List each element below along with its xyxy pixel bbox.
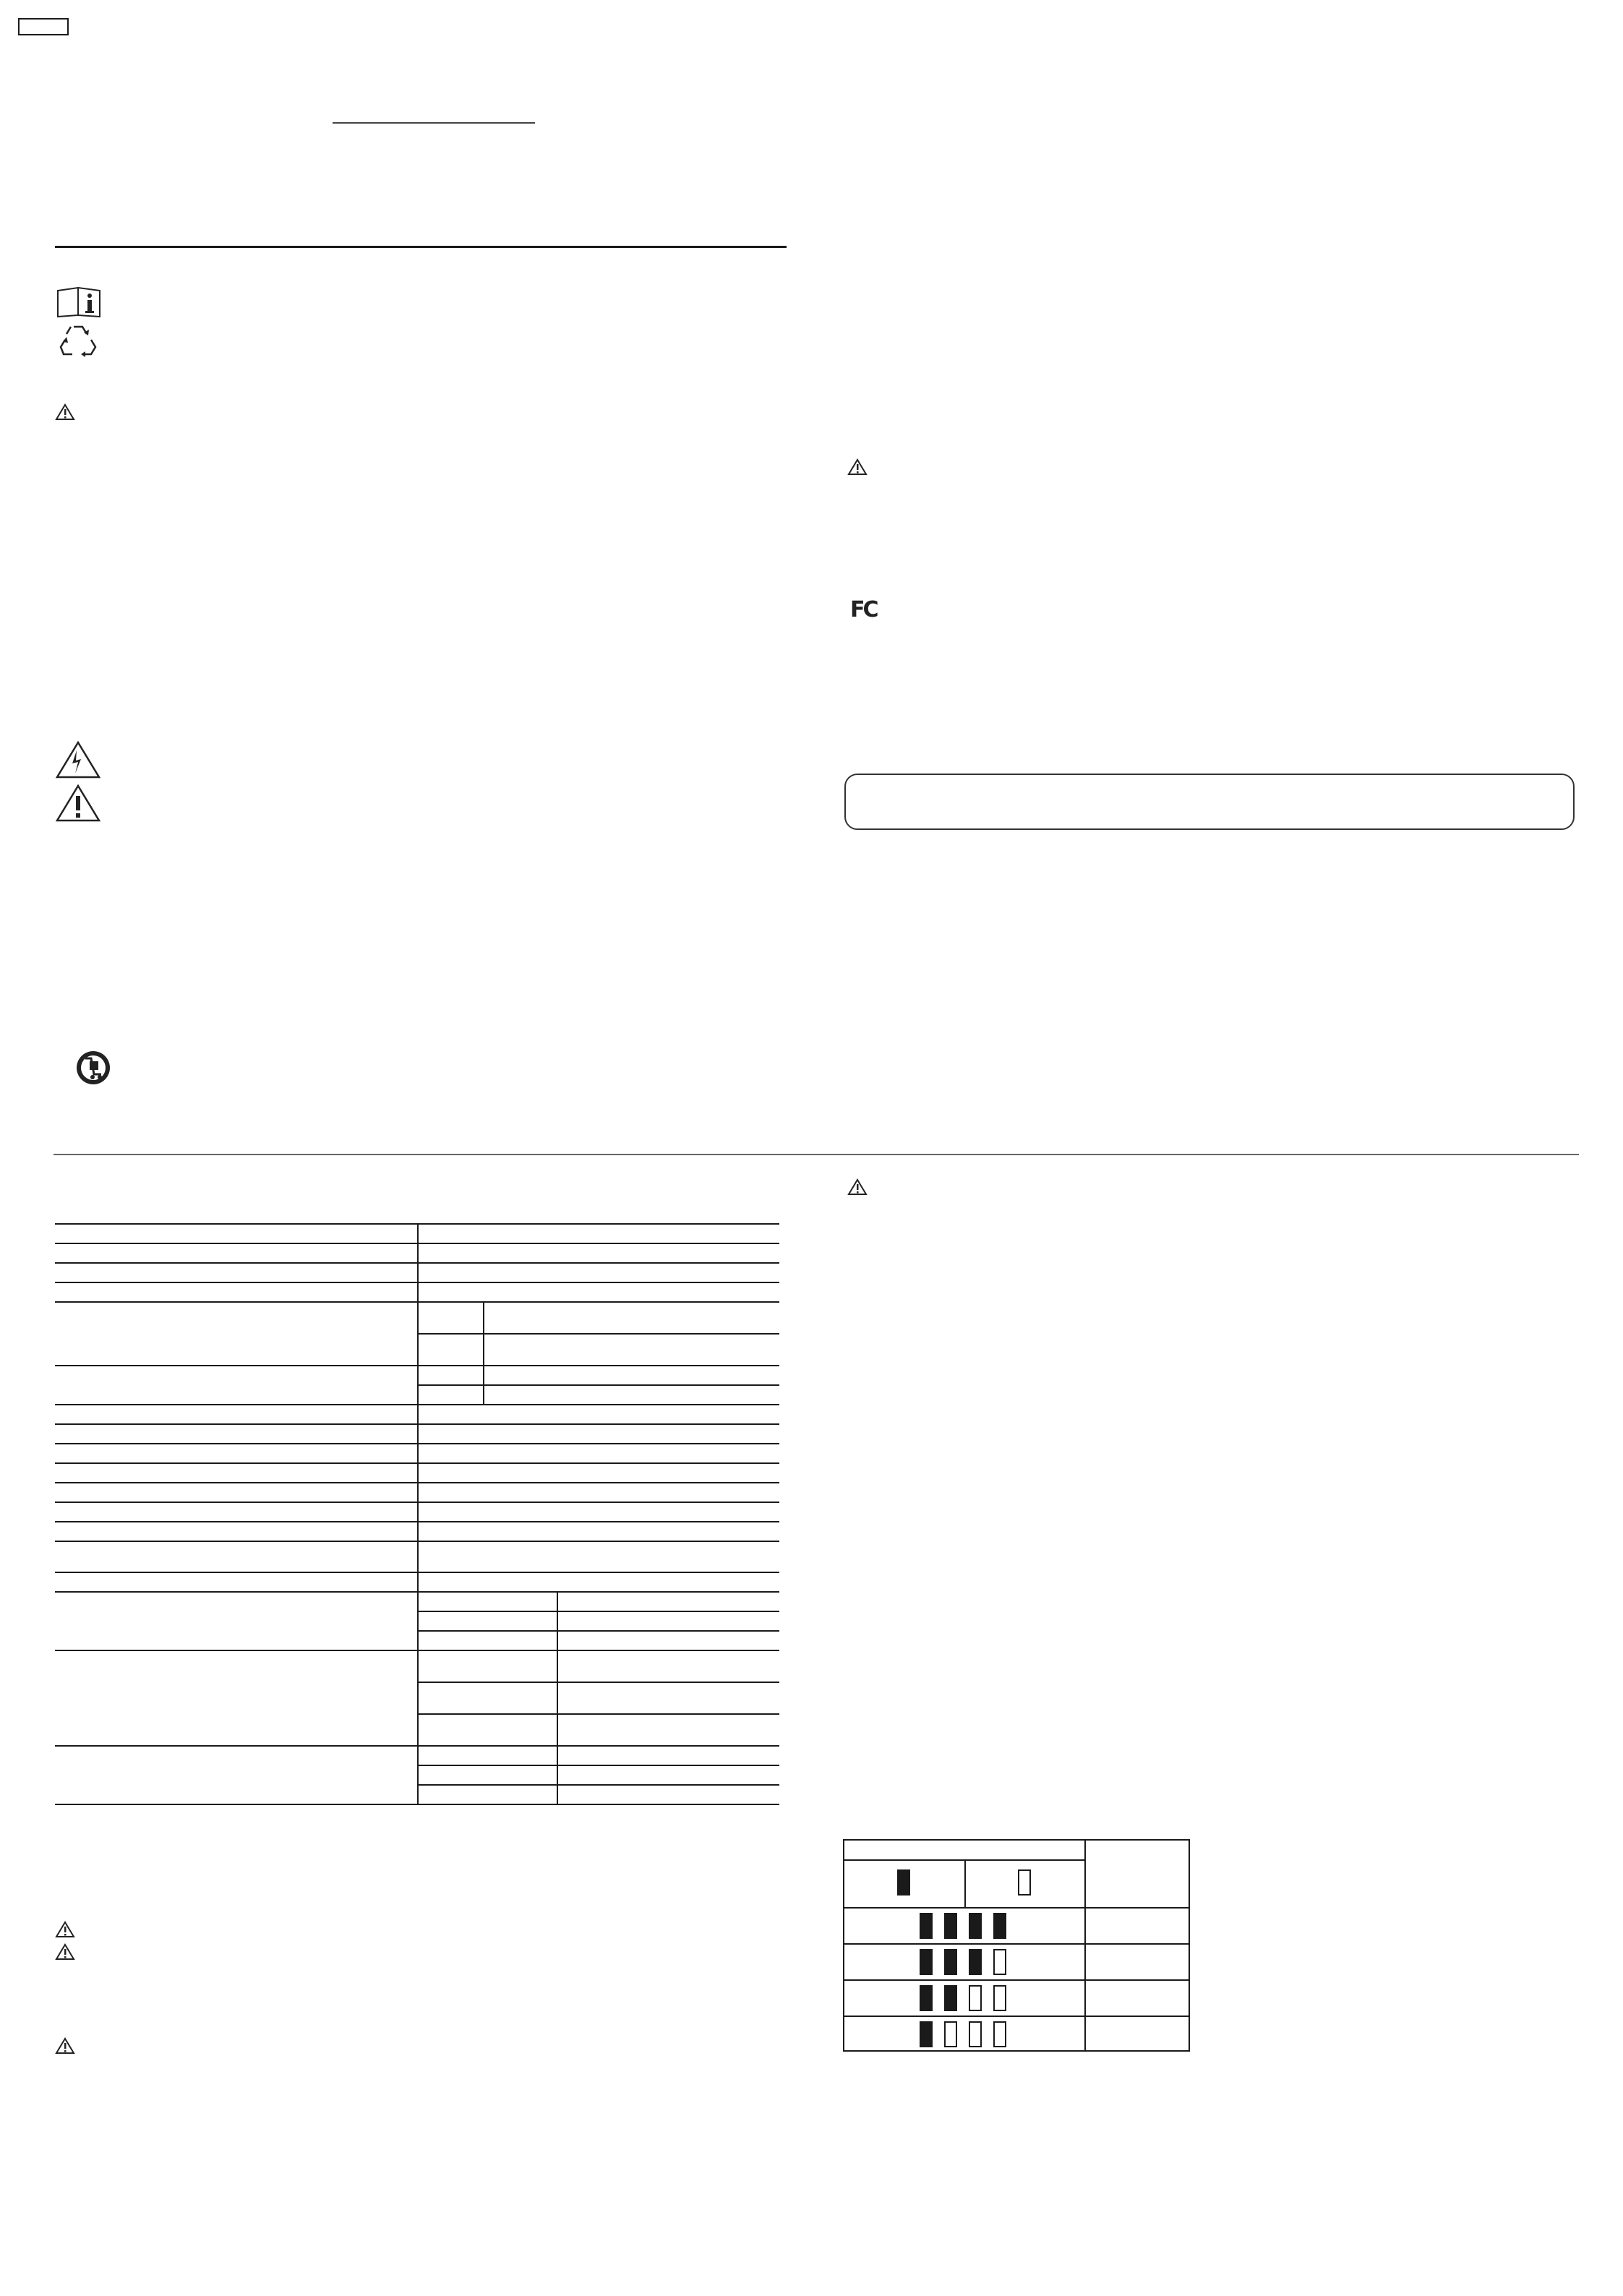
battery-segment-on bbox=[920, 1985, 933, 2011]
read-manual-icon bbox=[56, 286, 101, 318]
battery-segment-on bbox=[944, 1913, 957, 1939]
battery-segment-off bbox=[993, 1949, 1006, 1975]
table-row bbox=[418, 1713, 779, 1715]
battery-table-frame bbox=[843, 1839, 1190, 2052]
warning-triangle-icon bbox=[847, 458, 868, 476]
table-row bbox=[418, 1630, 779, 1632]
warning-triangle-icon bbox=[55, 2037, 75, 2055]
battery-segment-on bbox=[920, 1949, 933, 1975]
battery-segment-on bbox=[969, 1913, 982, 1939]
legend-segment-off bbox=[1018, 1869, 1031, 1896]
battery-segment-on bbox=[993, 1913, 1006, 1939]
table-row bbox=[843, 1907, 1190, 1909]
table-column-divider bbox=[964, 1859, 966, 1907]
electric-shock-warning-icon bbox=[55, 740, 101, 779]
table-row bbox=[418, 1384, 779, 1386]
battery-level-label bbox=[0, 0, 1, 1]
exclamation-warning-icon bbox=[55, 784, 101, 823]
section-divider-middle bbox=[53, 1154, 1579, 1155]
table-row bbox=[843, 1979, 1190, 1981]
warning-triangle-icon bbox=[55, 403, 75, 421]
battery-segment-on bbox=[920, 2021, 933, 2047]
battery-segment-off bbox=[993, 1985, 1006, 2011]
battery-level-label bbox=[0, 0, 1, 1]
warning-triangle-icon bbox=[55, 1943, 75, 1961]
table-column-divider bbox=[1084, 1839, 1086, 2052]
header-underline bbox=[333, 122, 535, 124]
table-row bbox=[418, 1611, 779, 1612]
language-tab bbox=[18, 18, 69, 35]
battery-segment-off bbox=[944, 2021, 957, 2047]
battery-level-label bbox=[0, 0, 1, 1]
battery-segment-on bbox=[920, 1913, 933, 1939]
battery-segment-off bbox=[969, 2021, 982, 2047]
battery-segment-on bbox=[969, 1949, 982, 1975]
notice-box bbox=[844, 774, 1575, 830]
fcc-logo: FC bbox=[850, 597, 877, 622]
warning-triangle-icon bbox=[847, 1178, 868, 1196]
recycle-icon bbox=[58, 322, 98, 359]
battery-segment-on bbox=[944, 1985, 957, 2011]
table-row bbox=[418, 1682, 779, 1683]
battery-segment-off bbox=[993, 2021, 1006, 2047]
table-row bbox=[418, 1784, 779, 1786]
table-column-divider bbox=[557, 1591, 558, 1804]
table-row bbox=[418, 1333, 779, 1335]
legend-segment-on bbox=[897, 1869, 910, 1896]
table-column-divider bbox=[483, 1301, 484, 1404]
table-row bbox=[843, 1943, 1190, 1945]
battery-level-label bbox=[0, 0, 1, 1]
cart-tip-over-icon bbox=[75, 1050, 111, 1086]
section-divider-top bbox=[55, 246, 787, 248]
battery-segment-off bbox=[969, 1985, 982, 2011]
table-column-divider bbox=[417, 1223, 419, 1804]
table-row bbox=[843, 2016, 1190, 2017]
table-row bbox=[55, 1804, 779, 1805]
table-row bbox=[418, 1765, 779, 1766]
warning-triangle-icon bbox=[55, 1921, 75, 1938]
battery-segment-on bbox=[944, 1949, 957, 1975]
